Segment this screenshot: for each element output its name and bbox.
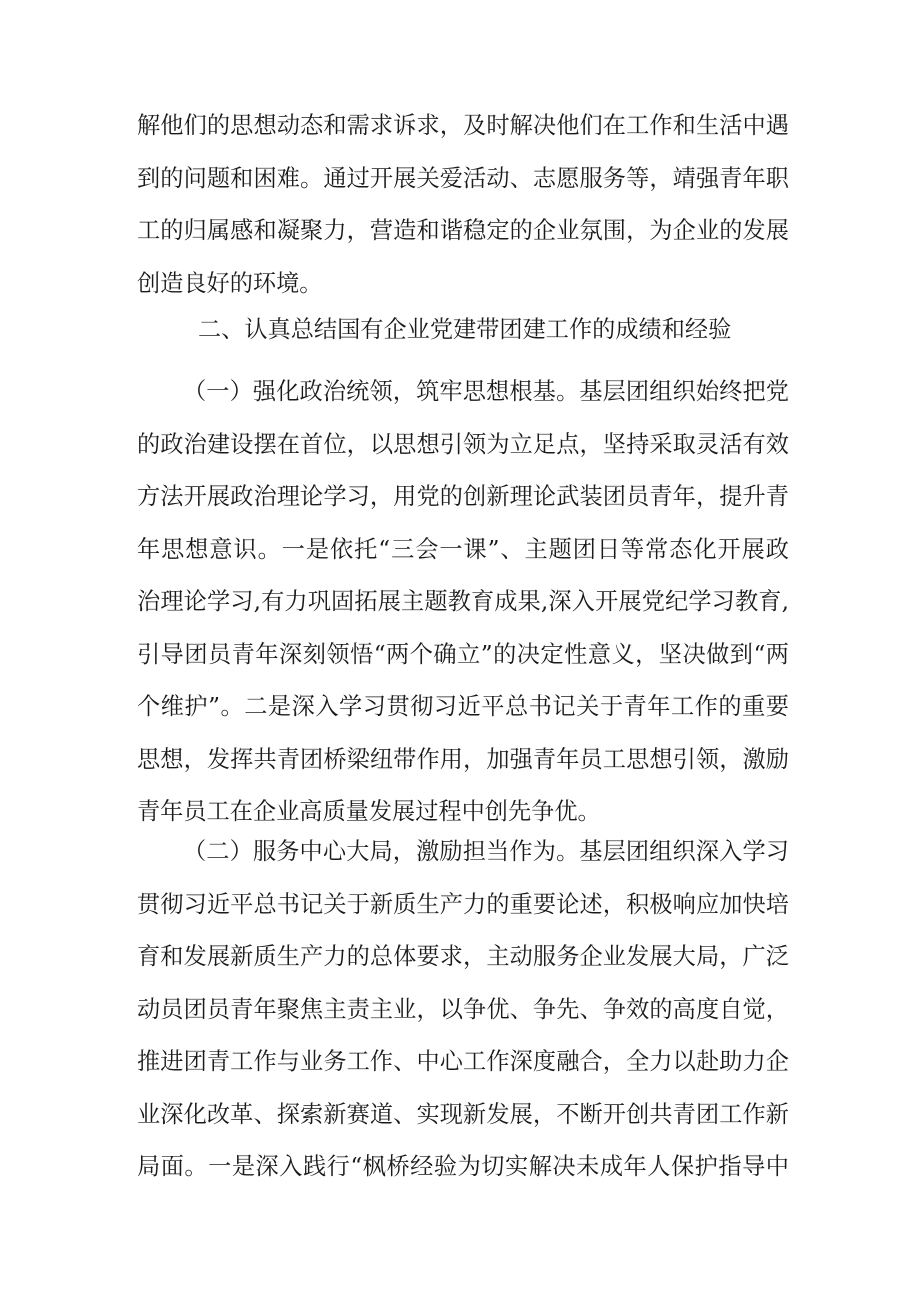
continuation-paragraph [137, 100, 789, 310]
section-heading-block [137, 304, 789, 357]
paragraph-line: （一）强化政治统领，筑牢思想根基。基层团组织始终把党 [183, 378, 789, 405]
paragraph-line: 解他们的思想动态和需求诉求，及时解决他们在工作和生活中遇 [137, 112, 789, 139]
paragraph-line: 引导团员青年深刻领悟“两个确立”的决定性意义，坚决做到“两 [137, 640, 789, 668]
paragraph-line: 推进团青工作与业务工作、中心工作深度融合，全力以赴助力企 [137, 1048, 789, 1075]
paragraph-line: 到的问题和困难。通过开展关爱活动、志愿服务等，靖强青年职 [137, 164, 789, 192]
paragraph-line: 局面。一是深入践行“枫桥经验为切实解决未成年人保护指导中 [137, 1153, 789, 1180]
paragraph-line: 创造良好的环境。 [137, 269, 323, 297]
paragraph-line: 方法开展政治理论学习，用党的创新理论武装团员青年，提升青 [137, 483, 789, 510]
paragraph-two [137, 826, 789, 1194]
paragraph-line: 思想，发挥共青团桥梁纽带作用，加强青年员工思想引领，激励 [137, 745, 789, 773]
paragraph-line: 贯彻习近平总书记关于新质生产力的重要论述，积极响应加快培 [137, 890, 789, 918]
paragraph-line: 年思想意识。一是依托“三会一课”、主题团日等常态化开展政 [137, 535, 789, 563]
paragraph-line: 个维护”。二是深入学习贯彻习近平总书记关于青年工作的重要 [137, 693, 789, 720]
paragraph-line: 的政治建设摆在首位，以思想引领为立足点，坚持采取灵活有效 [137, 430, 789, 458]
paragraph-line: 动员团员青年聚焦主责主业，以争优、争先、争效的高度自觉， [137, 995, 789, 1023]
paragraph-line: 青年员工在企业高质量发展过程中创先争优。 [137, 798, 601, 825]
paragraph-line: 工的归属感和凝聚力，营造和谐稳定的企业氛围，为企业的发展 [137, 217, 789, 244]
section-heading: 二、认真总结国有企业党建带团建工作的成绩和经验 [198, 316, 732, 343]
paragraph-one [137, 366, 789, 839]
paragraph-line: 治理论学习,有力巩固拓展主题教育成果,深入开展党纪学习教育, [137, 588, 789, 615]
paragraph-line: 育和发展新质生产力的总体要求，主动服务企业发展大局，广泛 [137, 943, 789, 970]
paragraph-line: 业深化改革、探索新赛道、实现新发展，不断开创共青团工作新 [137, 1100, 789, 1128]
paragraph-line: （二）服务中心大局，激励担当作为。基层团组织深入学习 [183, 838, 789, 865]
